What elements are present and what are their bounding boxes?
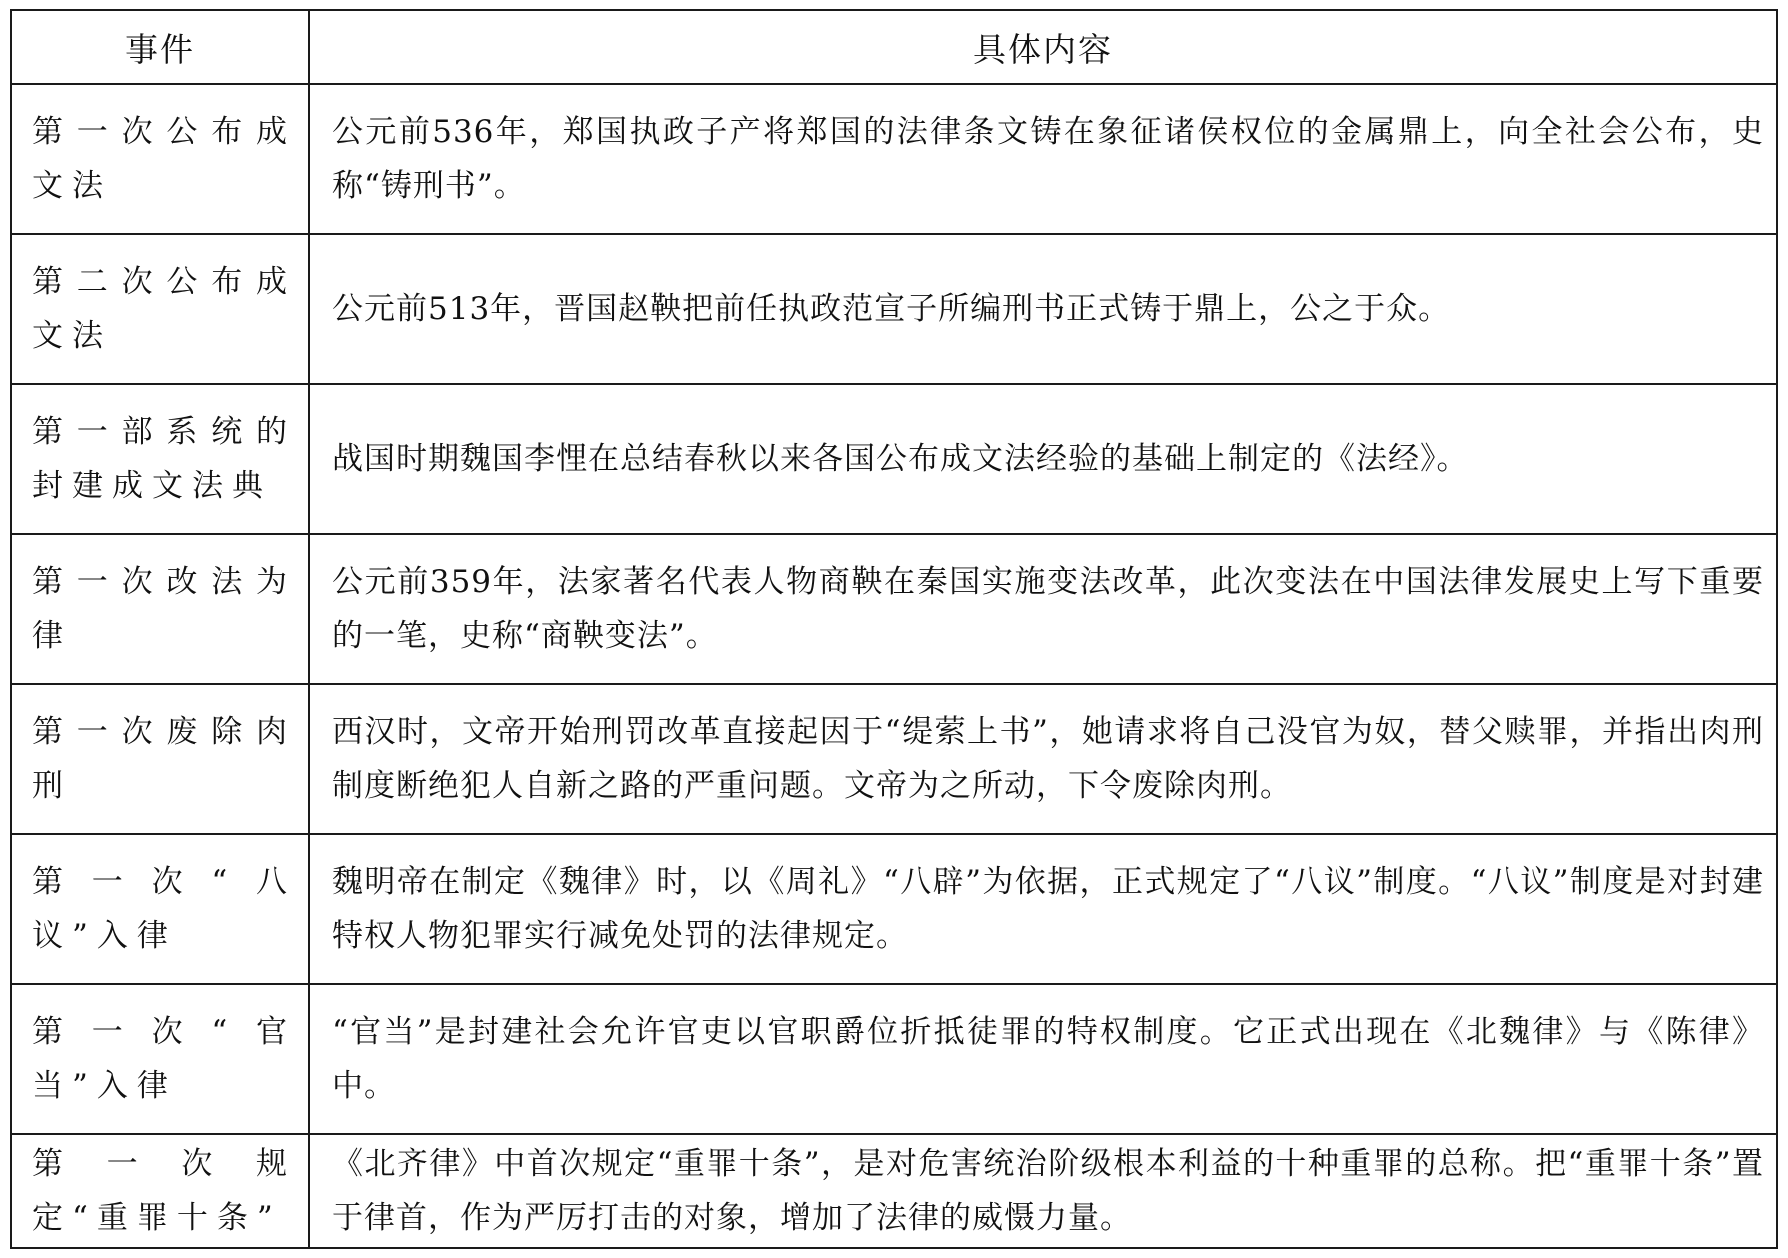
event-cell: 第一次改法为律 xyxy=(11,534,309,684)
content-cell: 《北齐律》中首次规定“重罪十条”，是对危害统治阶级根本利益的十种重罪的总称。把“重罪十条”置于律首，作为严厉打击的对象，增加了法律的威慑力量。 xyxy=(309,1134,1777,1248)
table-row xyxy=(11,834,1777,984)
content-cell: 公元前513年，晋国赵鞅把前任执政范宣子所编刑书正式铸于鼎上，公之于众。 xyxy=(309,234,1777,384)
content-cell: 西汉时，文帝开始刑罚改革直接起因于“缇萦上书”，她请求将自己没官为奴，替父赎罪，并指出肉刑制度断绝犯人自新之路的严重问题。文帝为之所动，下令废除肉刑。 xyxy=(309,684,1777,834)
table-row xyxy=(11,84,1777,234)
events-table xyxy=(10,9,1778,1249)
content-cell: 公元前536年，郑国执政子产将郑国的法律条文铸在象征诸侯权位的金属鼎上，向全社会公布，史称“铸刑书”。 xyxy=(309,84,1777,234)
content-cell: 公元前359年，法家著名代表人物商鞅在秦国实施变法改革，此次变法在中国法律发展史上写下重要的一笔，史称“商鞅变法”。 xyxy=(309,534,1777,684)
event-cell: 第一次“官当”入律 xyxy=(11,984,309,1134)
table-header-row xyxy=(11,10,1777,84)
content-cell: “官当”是封建社会允许官吏以官职爵位折抵徒罪的特权制度。它正式出现在《北魏律》与《陈律》中。 xyxy=(309,984,1777,1134)
header-content: 具体内容 xyxy=(309,10,1777,84)
table-row xyxy=(11,984,1777,1134)
table-row xyxy=(11,384,1777,534)
event-cell: 第一部系统的封建成文法典 xyxy=(11,384,309,534)
event-cell: 第一次“八议”入律 xyxy=(11,834,309,984)
content-cell: 战国时期魏国李悝在总结春秋以来各国公布成文法经验的基础上制定的《法经》。 xyxy=(309,384,1777,534)
event-cell: 第二次公布成文法 xyxy=(11,234,309,384)
header-event: 事件 xyxy=(11,10,309,84)
table-row xyxy=(11,684,1777,834)
event-cell: 第一次公布成文法 xyxy=(11,84,309,234)
event-cell: 第一次废除肉刑 xyxy=(11,684,309,834)
table-row xyxy=(11,534,1777,684)
table-row xyxy=(11,234,1777,384)
event-cell: 第一次规定“重罪十条” xyxy=(11,1134,309,1248)
table-row xyxy=(11,1134,1777,1248)
content-cell: 魏明帝在制定《魏律》时，以《周礼》“八辟”为依据，正式规定了“八议”制度。“八议”制度是对封建特权人物犯罪实行减免处罚的法律规定。 xyxy=(309,834,1777,984)
